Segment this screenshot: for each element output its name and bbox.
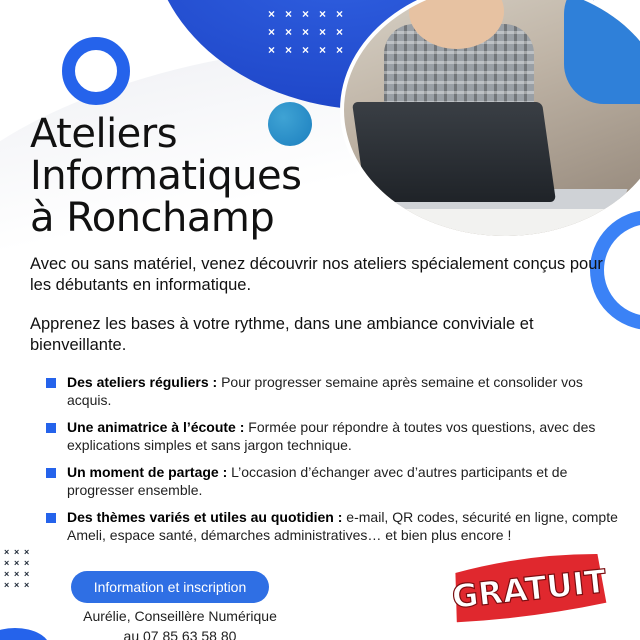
feature-text: L’occasion d’échanger avec d’autres participants et de progresser ensemble. — [67, 464, 568, 498]
bottom-left-blob-decoration — [0, 628, 50, 640]
information-inscription-button[interactable]: Information et inscription — [71, 571, 269, 603]
gratuit-badge — [442, 542, 615, 635]
title-line-1: Ateliers — [30, 111, 178, 157]
feature-list — [46, 373, 626, 553]
blue-ring-decoration — [62, 37, 130, 105]
feature-item — [46, 508, 626, 544]
title-line-3: à Ronchamp — [30, 195, 275, 241]
photo-laptop — [352, 102, 556, 202]
contact-phone: au 07 85 63 58 80 — [123, 628, 237, 640]
cross-pattern-top: × × × × × × × × × × × × × × × — [268, 7, 344, 57]
intro-paragraph-1: Avec ou sans matériel, venez découvrir nos ateliers spécialement conçus pour les débutants en informatique. — [30, 255, 603, 294]
photo-person-blue — [564, 0, 640, 104]
square-bullet-icon — [46, 423, 56, 433]
feature-heading: Des ateliers réguliers : — [67, 374, 218, 390]
page-title — [30, 113, 301, 239]
feature-item — [46, 418, 626, 454]
feature-heading: Un moment de partage : — [67, 464, 228, 480]
feature-heading: Des thèmes variés et utiles au quotidien : — [67, 509, 343, 525]
square-bullet-icon — [46, 378, 56, 388]
badge-shape — [442, 542, 615, 635]
square-bullet-icon — [46, 468, 56, 478]
feature-heading: Une animatrice à l’écoute : — [67, 419, 245, 435]
feature-item — [46, 463, 626, 499]
seniors-laptop-photo — [340, 0, 640, 240]
feature-text: Formée pour répondre à toutes vos questions, avec des explications simples et sans jargon technique. — [67, 419, 596, 453]
feature-text: e-mail, QR codes, sécurité en ligne, compte Ameli, espace santé, démarches administratives… et bien plus encore ! — [67, 509, 618, 543]
badge-label: GRATUIT — [450, 562, 609, 616]
title-line-2: Informatiques — [30, 153, 302, 199]
feature-item — [46, 373, 626, 409]
cross-pattern-left: × × × × × × × × × × × × — [4, 547, 30, 590]
square-bullet-icon — [46, 513, 56, 523]
intro-paragraph-2: Apprenez les bases à votre rythme, dans une ambiance conviviale et bienveillante. — [30, 315, 534, 354]
feature-text: Pour progresser semaine après semaine et consolider vos acquis. — [67, 374, 583, 408]
contact-name: Aurélie, Conseillère Numérique — [83, 608, 277, 624]
